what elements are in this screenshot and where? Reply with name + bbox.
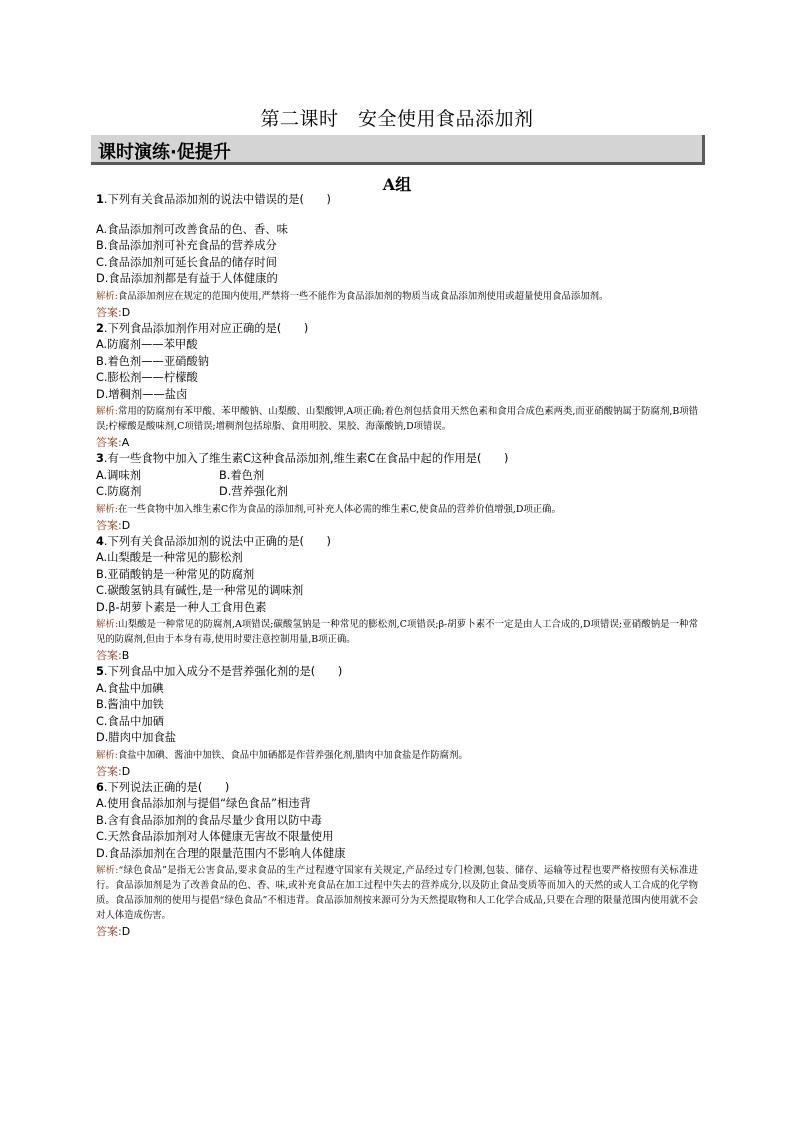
option-b: B.着色剂: [219, 468, 265, 482]
option-d: D.营养强化剂: [219, 485, 288, 498]
question-text: .下列有关食品添加剂的说法中正确的是( ): [103, 534, 331, 548]
question-text: .下列食品添加剂作用对应正确的是( ): [103, 321, 309, 335]
option-row: [96, 484, 698, 501]
option-d: D.β-胡萝卜素是一种人工食用色素: [96, 600, 267, 614]
option-c: C.碳酸氢钠具有碱性,是一种常见的调味剂: [96, 584, 304, 597]
answer-value: B: [121, 649, 130, 662]
question-number: 3: [96, 452, 104, 465]
option-b: B.亚硝酸钠是一种常见的防腐剂: [96, 567, 255, 581]
question-number: 4: [96, 534, 104, 548]
question-stem: [96, 451, 698, 468]
question-stem: [96, 664, 698, 681]
question-2: [96, 321, 698, 452]
explanation-label: 解析:: [96, 619, 119, 630]
question-list: [96, 192, 698, 940]
explanation-text: 在一些食物中加入维生素C作为食品的添加剂,可补充人体必需的维生素C,使食品的营养价值增强,D项正确。: [117, 503, 561, 515]
answer: [96, 924, 698, 940]
explanation-label: 解析:: [96, 865, 119, 876]
option-b: B.着色剂——亚硝酸钠: [96, 354, 210, 368]
question-stem: [96, 534, 698, 551]
option-c: C.天然食品添加剂对人体健康无害故不限量使用: [96, 830, 334, 843]
question-6: [96, 780, 698, 941]
explanation-text: 山梨酸是一种常见的防腐剂,A项错误;碳酸氢钠是一种常见的膨松剂,C项错误;β-胡萝卜素不一定是由人工合成的,D项错误;亚硝酸钠是一种常见的防腐剂,但由于本身有毒,使用时要注意控制用量,B项正确。: [96, 619, 698, 645]
answer-label: 答案:: [96, 305, 122, 319]
explanation-label: 解析:: [96, 749, 118, 761]
option-c: C.防腐剂: [96, 485, 142, 498]
explanation: [96, 502, 698, 517]
answer: [96, 305, 698, 321]
explanation-text: 常用的防腐剂有苯甲酸、苯甲酸钠、山梨酸、山梨酸钾,A项正确;着色剂包括食用天然色素和食用合成色素两类,而亚硝酸钠属于防腐剂,B项错误;柠檬酸是酸味剂,C项错误;增稠剂包括琼脂、食用明胶、果胶、海藻酸钠,D项错误。: [96, 406, 698, 432]
answer-label: 答案:: [96, 764, 122, 778]
answer: [96, 648, 698, 664]
answer-label: 答案:: [96, 518, 122, 532]
explanation-label: 解析:: [96, 503, 118, 515]
explanation: [96, 289, 698, 304]
option-d: D.腊肉中加食盐: [96, 731, 177, 744]
explanation: [96, 863, 698, 923]
answer-label: 答案:: [96, 925, 122, 938]
option-d: D.食品添加剂在合理的限量范围内不影响人体健康: [96, 846, 346, 860]
answer-value: D: [121, 518, 131, 532]
answer-value: D: [121, 305, 131, 319]
explanation-label: 解析:: [96, 290, 118, 302]
answer-value: A: [121, 436, 130, 449]
question-text: .下列说法正确的是( ): [103, 780, 230, 794]
answer-value: D: [121, 764, 131, 778]
question-text: .下列食品中加入成分不是营养强化剂的是( ): [103, 665, 343, 678]
option-row: [96, 468, 698, 485]
option-d: D.食品添加剂都是有益于人体健康的: [96, 272, 278, 285]
section-banner: [91, 135, 705, 165]
explanation-text: 食盐中加碘、酱油中加铁、食品中加硒都是作营养强化剂,腊肉中加食盐是作防腐剂。: [117, 749, 468, 761]
option-a: A.调味剂: [96, 468, 142, 482]
question-stem: [96, 780, 698, 797]
question-text: .有一些食物中加入了维生素C这种食品添加剂,维生素C在食品中起的作用是( ): [103, 452, 509, 465]
option-c: C.食品添加剂可延长食品的储存时间: [96, 255, 277, 269]
option-b: B.食品添加剂可补充食品的营养成分: [96, 239, 277, 252]
option-b: B.含有食品添加剂的食品尽量少食用以防中毒: [96, 813, 322, 827]
answer: [96, 518, 698, 534]
group-title: A组: [382, 175, 412, 194]
explanation: [96, 404, 698, 434]
answer: [96, 435, 698, 451]
question-number: 5: [96, 665, 104, 678]
question-4: [96, 534, 698, 665]
question-number: 6: [96, 780, 104, 794]
explanation-text: “绿色食品”是指无公害食品,要求食品的生产过程遵守国家有关规定,产品经过专门检测,包装、储存、运输等过程也要严格按照有关标准进行。食品添加剂是为了改善食品的色、香、味,或补充食品在加工过程中失去的营养成分,以及防止食品变质等而加入的天然的或人工合成的化学物质。食品添加剂的使用与提倡“绿色食品”不相违背。食品添加剂按来源可分为天然提取物和人工化学合成品,只要在合理的限量范围内使用就不会对人体造成伤害。: [96, 865, 698, 921]
question-number: 2: [96, 321, 104, 335]
answer: [96, 764, 698, 780]
question-3: [96, 451, 698, 534]
question-text: .下列有关食品添加剂的说法中错误的是( ): [103, 193, 331, 206]
option-c: C.食品中加硒: [96, 714, 164, 728]
option-a: A.食品添加剂可改善食品的色、香、味: [96, 222, 288, 236]
option-a: A.防腐剂——苯甲酸: [96, 338, 198, 351]
option-a: A.使用食品添加剂与提倡“绿色食品”相违背: [96, 797, 311, 810]
question-5: [96, 664, 698, 780]
explanation-text: 食品添加剂应在规定的范围内使用,严禁将一些不能作为食品添加剂的物质当成食品添加剂使用或超量使用食品添加剂。: [117, 290, 609, 302]
option-a: A.食盐中加碘: [96, 681, 164, 695]
option-c: C.膨松剂——柠檬酸: [96, 371, 198, 384]
option-d: D.增稠剂——盐卤: [96, 387, 188, 401]
section-banner-label: 课时演练·促提升: [98, 142, 231, 163]
question-1: [96, 192, 698, 321]
page-title: 第二课时 安全使用食品添加剂: [260, 108, 534, 130]
question-number: 1: [96, 193, 104, 206]
answer-label: 答案:: [96, 436, 122, 449]
question-stem: [96, 192, 698, 209]
explanation: [96, 748, 698, 763]
answer-value: D: [121, 925, 131, 938]
option-b: B.酱油中加铁: [96, 698, 164, 711]
explanation: [96, 617, 698, 647]
explanation-label: 解析:: [96, 406, 118, 417]
question-stem: [96, 321, 698, 338]
answer-label: 答案:: [96, 649, 122, 662]
option-a: A.山梨酸是一种常见的膨松剂: [96, 551, 243, 564]
